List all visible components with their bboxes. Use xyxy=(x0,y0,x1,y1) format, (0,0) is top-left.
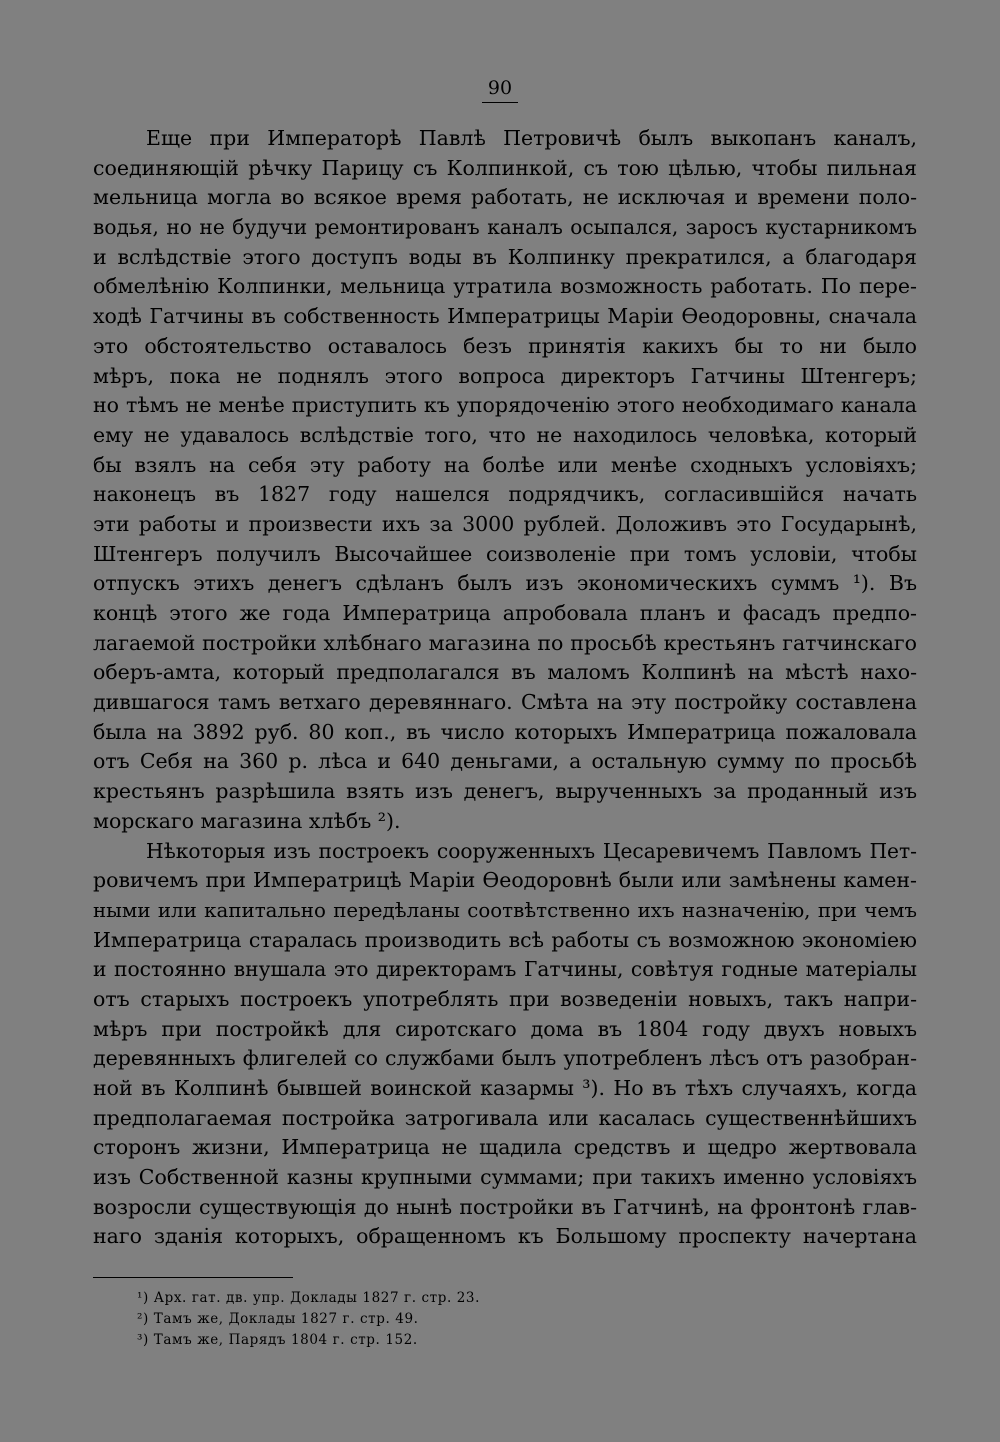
text-line: бы взялъ на себя эту работу на болѣе или менѣе сходныхъ условіяхъ; xyxy=(93,452,917,477)
text-line: это обстоятельство оставалось безъ принятія какихъ бы то ни было xyxy=(93,333,917,358)
text-line: Императрица старалась производить всѣ работы съ возможною экономіею xyxy=(93,927,917,952)
text-line: обмелѣнію Колпинки, мельница утратила возможность работать. По пере- xyxy=(93,274,917,299)
text-line: концѣ этого же года Императрица апробовала планъ и фасадъ предпо- xyxy=(93,601,917,625)
text-line: деревянныхъ флигелей со службами былъ употребленъ лѣсъ отъ разобран- xyxy=(93,1046,917,1071)
page-number-text: 90 xyxy=(482,76,518,103)
footnote: ³) Тамъ же, Парядъ 1804 г. стр. 152. xyxy=(137,1332,418,1348)
text-line: мѣръ при постройкѣ для сиротскаго дома въ 1804 году двухъ новыхъ xyxy=(93,1016,917,1041)
text-line: наконецъ въ 1827 году нашелся подрядчикъ, согласившійся начать xyxy=(93,482,917,507)
text-line: Еще при Императорѣ Павлѣ Петровичѣ былъ выкопанъ каналъ, xyxy=(146,126,917,150)
text-line: предполагаемая постройка затрогивала или касалась существеннѣйшихъ xyxy=(93,1105,917,1130)
page-number xyxy=(0,76,1000,103)
text-line: Штенгеръ получилъ Высочайшее соизволеніе при томъ условіи, чтобы xyxy=(93,541,917,566)
text-line: лагаемой постройки хлѣбнаго магазина по просьбѣ крестьянъ гатчинскаго xyxy=(93,630,917,655)
text-line: мельница могла во всякое время работать, не исключая и времени поло- xyxy=(93,185,917,210)
text-line: соединяющій рѣчку Парицу съ Колпинкой, съ тою цѣлью, чтобы пильная xyxy=(93,155,917,180)
body-text xyxy=(93,124,917,1252)
footnotes xyxy=(137,1288,837,1351)
text-line: эти работы и произвести ихъ за 3000 рублей. Доложивъ это Государынѣ, xyxy=(93,511,917,536)
text-line: морскаго магазина хлѣбъ ²). xyxy=(93,808,401,833)
text-line: сторонъ жизни, Императрица не щадила средствъ и щедро жертвовала xyxy=(93,1135,917,1160)
footnote: ¹) Арх. гат. дв. упр. Доклады 1827 г. стр. 23. xyxy=(137,1290,481,1306)
text-line: отъ Себя на 360 р. лѣса и 640 деньгами, а остальную сумму по просьбѣ xyxy=(93,749,917,774)
text-line: отпускъ этихъ денегъ сдѣланъ былъ изъ экономическихъ суммъ ¹). Въ xyxy=(93,571,917,596)
text-line: возросли существующія до нынѣ постройки въ Гатчинѣ, на фронтонѣ глав- xyxy=(93,1194,917,1219)
footnote-divider xyxy=(93,1277,293,1278)
text-line: ровичемъ при Императрицѣ Маріи Өеодоровнѣ были или замѣнены камен- xyxy=(93,868,917,893)
text-line: мѣръ, пока не поднялъ этого вопроса директоръ Гатчины Штенгеръ; xyxy=(93,363,917,388)
text-line: ходѣ Гатчины въ собственность Императрицы Маріи Өеодоровны, сначала xyxy=(93,304,917,329)
text-line: оберъ-амта, который предполагался въ маломъ Колпинѣ на мѣстѣ нахо- xyxy=(93,660,917,685)
text-line: ной въ Колпинѣ бывшей воинской казармы ³). Но въ тѣхъ случаяхъ, когда xyxy=(93,1076,917,1100)
text-line: и постоянно внушала это директорамъ Гатчины, совѣтуя годные матеріалы xyxy=(93,957,917,982)
text-line: Нѣкоторыя изъ построекъ сооруженныхъ Цесаревичемъ Павломъ Пет- xyxy=(146,838,917,863)
text-line: крестьянъ разрѣшила взять изъ денегъ, вырученныхъ за проданный изъ xyxy=(93,779,917,804)
text-line: изъ Собственной казны крупными суммами; при такихъ именно условіяхъ xyxy=(93,1165,917,1190)
text-line: отъ старыхъ построекъ употреблять при возведеніи новыхъ, такъ напри- xyxy=(93,986,917,1011)
text-line: ему не удавалось вслѣдствіе того, что не находилось человѣка, который xyxy=(93,422,917,447)
text-line: дившагося тамъ ветхаго деревяннаго. Смѣта на эту постройку составлена xyxy=(93,690,917,715)
text-line: наго зданія которыхъ, обращенномъ къ Большому проспекту начертана xyxy=(93,1224,917,1249)
footnote: ²) Тамъ же, Доклады 1827 г. стр. 49. xyxy=(137,1311,419,1327)
text-line: и вслѣдствіе этого доступъ воды въ Колпинку прекратился, а благодаря xyxy=(93,244,917,269)
text-line: ными или капитально передѣланы соотвѣтственно ихъ назначенію, при чемъ xyxy=(93,898,917,922)
text-line: водья, но не будучи ремонтированъ каналъ осыпался, заросъ кустарникомъ xyxy=(93,215,917,240)
text-line: но тѣмъ не менѣе приступить къ упорядоченію этого необходимаго канала xyxy=(93,393,917,418)
text-line: была на 3892 руб. 80 коп., въ число которыхъ Императрица пожаловала xyxy=(93,719,917,744)
